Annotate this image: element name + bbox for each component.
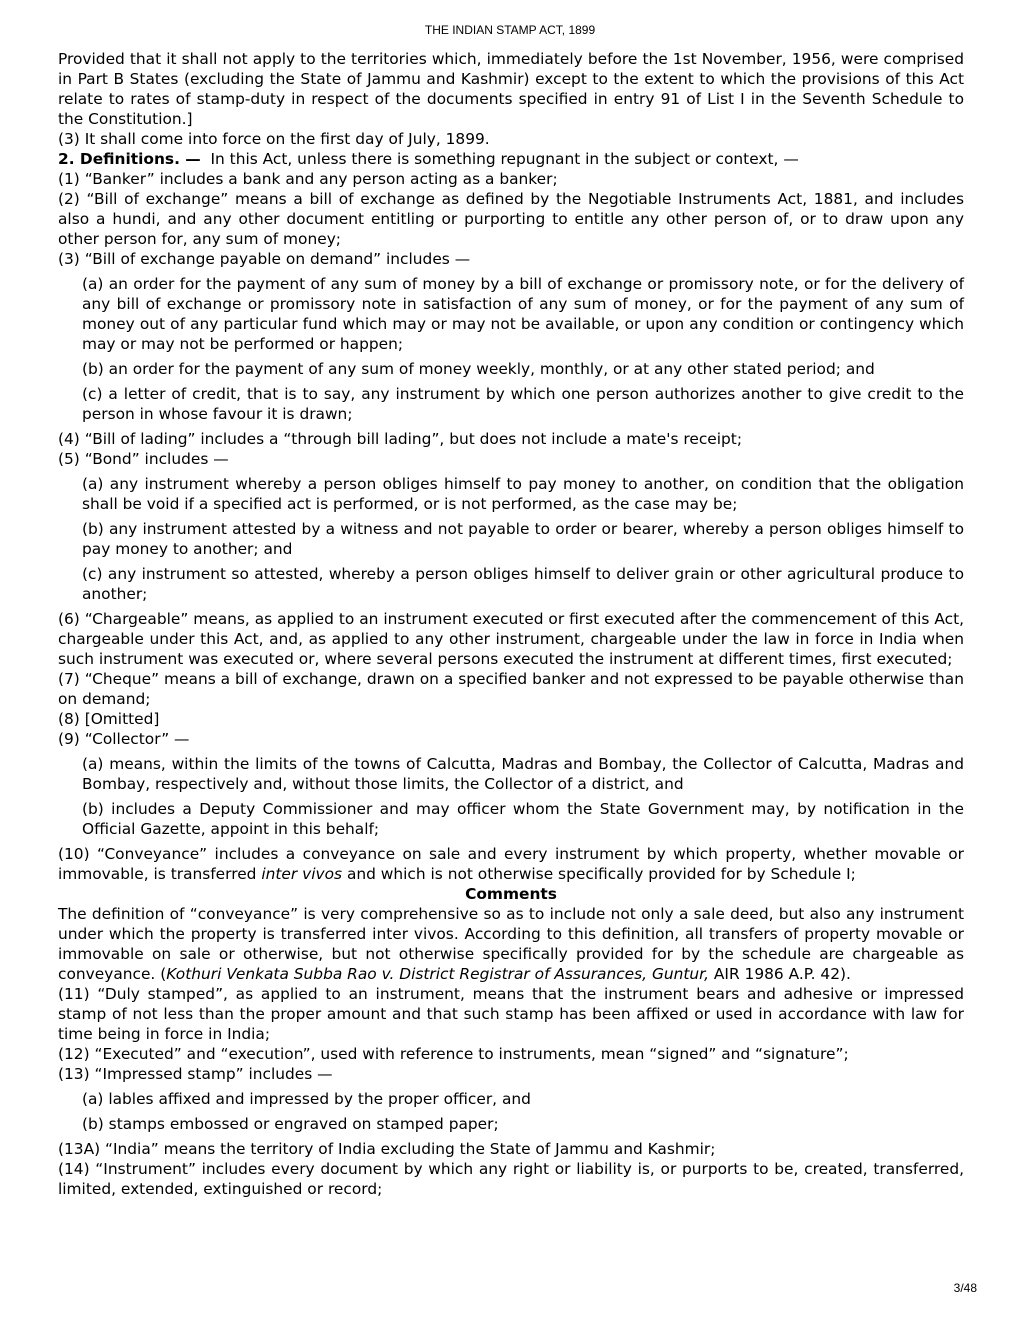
definition-13A: (13A) “India” means the territory of India excluding the State of Jammu and Kashmir; <box>58 1140 716 1158</box>
definition-3: (3) “Bill of exchange payable on demand” includes — <box>58 250 471 268</box>
definition-14: (14) “Instrument” includes every document by which any right or liability is, or purports to be, created, transferred, limited, extended, extinguished or record; <box>58 1160 964 1198</box>
page-number: 3/48 <box>953 1281 977 1295</box>
definition-11: (11) “Duly stamped”, as applied to an instrument, means that the instrument bears and adhesive or impressed stamp of not less than the proper amount and that such stamp has been affixed or used in accordance with law for time being in force in India; <box>58 985 964 1043</box>
definition-5-b: (b) any instrument attested by a witness and not payable to order or bearer, whereby a person obliges himself to pay money to another; and <box>82 520 964 558</box>
proviso-paragraph: Provided that it shall not apply to the territories which, immediately before the 1st November, 1956, were comprised in Part B States (excluding the State of Jammu and Kashmir) except to the extent to which the provisions of this Act relate to rates of stamp-duty in respect of the documents specified in entry 91 of List I in the Seventh Schedule to the Constitution.] <box>58 50 964 128</box>
definition-5-a: (a) any instrument whereby a person obliges himself to pay money to another, on condition that the obligation shall be void if a specified act is performed, or is not performed, as the case may be; <box>82 475 964 513</box>
definition-6: (6) “Chargeable” means, as applied to an instrument executed or first executed after the commencement of this Act, chargeable under this Act, and, as applied to any other instrument, chargeable under the law in force in India when such instrument was executed or, where several persons executed the instrument at different times, first executed; <box>58 610 964 668</box>
section-2-heading: 2. Definitions. — <box>58 150 201 168</box>
definition-3-b: (b) an order for the payment of any sum of money weekly, monthly, or at any other stated period; and <box>82 360 875 378</box>
definition-13-a: (a) lables affixed and impressed by the proper officer, and <box>82 1090 531 1108</box>
section-2-paragraph <box>58 149 964 169</box>
comments-tail: AIR 1986 A.P. 42). <box>713 965 851 983</box>
definition-2: (2) “Bill of exchange” means a bill of exchange as defined by the Negotiable Instruments Act, 1881, and includes also a hundi, and any other document entitling or purporting to entitle any other person of, or to draw upon any other person for, any sum of money; <box>58 190 964 248</box>
definition-5-c: (c) any instrument so attested, whereby a person obliges himself to deliver grain or other agricultural produce to another; <box>82 565 964 603</box>
definition-8: (8) [Omitted] <box>58 710 160 728</box>
definition-9-a: (a) means, within the limits of the towns of Calcutta, Madras and Bombay, the Collector of Calcutta, Madras and Bombay, respectively and, without those limits, the Collector of a district, and <box>82 755 964 793</box>
definition-10-italic: inter vivos <box>261 865 343 883</box>
document-body <box>58 49 964 1199</box>
definition-13: (13) “Impressed stamp” includes — <box>58 1065 333 1083</box>
running-header: THE INDIAN STAMP ACT, 1899 <box>424 23 596 37</box>
definition-12: (12) “Executed” and “execution”, used with reference to instruments, mean “signed” and “signature”; <box>58 1045 849 1063</box>
comments-text: The definition of “conveyance” is very comprehensive so as to include not only a sale deed, but also any instrument under which the property is transferred inter vivos. According to this definition, all transfers of property movable or immovable on sale or otherwise, but not otherwise specifically provided for by the schedule are chargeable as conveyance. ( <box>58 905 964 983</box>
definition-3-c: (c) a letter of credit, that is to say, any instrument by which one person authorizes another to give credit to the person in whose favour it is drawn; <box>82 385 964 423</box>
section-1-3: (3) It shall come into force on the first day of July, 1899. <box>58 130 490 148</box>
definition-13-b: (b) stamps embossed or engraved on stamped paper; <box>82 1115 499 1133</box>
definition-7: (7) “Cheque” means a bill of exchange, drawn on a specified banker and not expressed to be payable otherwise than on demand; <box>58 670 964 708</box>
definition-1: (1) “Banker” includes a bank and any person acting as a banker; <box>58 170 558 188</box>
definition-10-text: (10) “Conveyance” includes a conveyance on sale and every instrument by which property, whether movable or immovable, is transferred <box>58 845 964 883</box>
definition-9: (9) “Collector” — <box>58 730 190 748</box>
definition-9-b: (b) includes a Deputy Commissioner and may officer whom the State Government may, by notification in the Official Gazette, appoint in this behalf; <box>82 800 964 838</box>
definition-10-tail: and which is not otherwise specifically provided for by Schedule I; <box>346 865 856 883</box>
definition-10 <box>58 844 964 884</box>
definition-3-a: (a) an order for the payment of any sum of money by a bill of exchange or promissory note, or for the delivery of any bill of exchange or promissory note in satisfaction of any sum of money, or for the payment of any sum of money out of any particular fund which may or may not be available, or upon any condition or contingency which may or may not be performed or happen; <box>82 275 964 353</box>
comments-heading: Comments <box>465 885 557 903</box>
definition-5: (5) “Bond” includes — <box>58 450 229 468</box>
comments-case-citation: Kothuri Venkata Subba Rao v. District Registrar of Assurances, Guntur, <box>166 965 709 983</box>
section-2-intro: In this Act, unless there is something repugnant in the subject or context, — <box>210 150 799 168</box>
definition-4: (4) “Bill of lading” includes a “through bill lading”, but does not include a mate's receipt; <box>58 430 743 448</box>
comments-paragraph <box>58 904 964 984</box>
